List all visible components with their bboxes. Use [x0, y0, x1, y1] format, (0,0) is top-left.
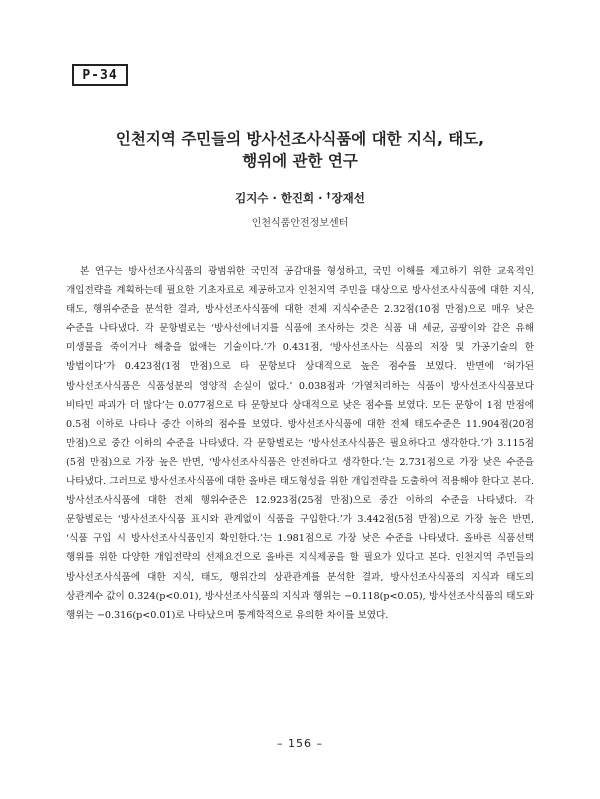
- poster-code: P-34: [82, 67, 118, 83]
- poster-code-box: [72, 64, 128, 86]
- author-name: 한진희: [280, 191, 315, 205]
- author-list: [60, 190, 540, 206]
- abstract-body: 본 연구는 방사선조사식품의 광범위한 국민적 공감대를 형성하고, 국민 이해를 제고하기 위한 교육적인 개입전략을 계획하는데 필요한 기초자료로 제공하고자 인천지역 주민을 대상으로 방사선조사식품에 대한 지식, 태도, 행위수준을 분석한 결과, 방사선조사식품에 대한 전체 지식수준은 2.32점(10점 만점)으로 매우 낮은 수준을 나타냈다. 각 문항별로는 ‘방사선에너지를 식품에 조사하는 것은 식품 내 세균, 곰팡이와 같은 유해 미생물을 죽이거나 해충을 없애는 기술이다.’가 0.431점, ‘방사선조사는 식품의 저장 및 가공기술의 한 방법이다’가 0.423점(1점 만점)으로 타 문항보다 상대적으로 높은 점수를 보였다. 반면에 ‘허가된 방사선조사식품은 식품성분의 영양적 손실이 없다.’ 0.038점과 ‘가열처리하는 식품이 방사선조사식품보다 비타민 파괴가 더 많다’는 0.077점으로 타 문항보다 상대적으로 낮은 점수를 보였다. 모든 문항이 1점 만점에 0.5점 이하로 나타나 중간 이하의 점수를 보였다. 방사선조사식품에 대한 전체 태도수준은 11.904점(20점 만점)으로 중간 이하의 수준을 나타냈다. 각 문항별로는 ‘방사선조사식품은 필요하다고 생각한다.’가 3.115점(5점 만점)으로 가장 높은 반면, ‘방사선조사식품은 안전하다고 생각한다.’는 2.731점으로 가장 낮은 수준을 나타냈다. 그러므로 방사선조사식품에 대한 올바른 태도형성을 위한 개입전략을 도출하여 적용해야 한다고 본다. 방사선조사식품에 대한 전체 행위수준은 12.923점(25점 만점)으로 중간 이하의 수준을 나타냈다. 각 문항별로는 ‘방사선조사식품 표시와 관계없이 식품을 구입한다.’가 3.442점(5점 만점)으로 가장 높은 반면, ‘식품 구입 시 방사선조사식품인지 확인한다.’는 1.981점으로 가장 낮은 수준을 나타냈다. 올바른 식품선택 행위를 위한 다양한 개입전략의 선제요건으로 올바른 지식제공을 할 필요가 있다고 본다. 인천지역 주민들의 방사선조사식품에 대한 지식, 태도, 행위간의 상관관계를 분석한 결과, 방사선조사식품의 지식과 태도의 상관계수 값이 0.324(p<0.01), 방사선조사식품의 지식과 행위는 −0.118(p<0.05), 방사선조사식품의 태도와 행위는 −0.316(p<0.01)로 나타났으며 통계학적으로 유의한 차이를 보였다.: [66, 266, 534, 621]
- paper-title-line-1: 인천지역 주민들의 방사선조사식품에 대한 지식, 태도,: [115, 130, 485, 148]
- author-name: 김지수: [235, 191, 269, 205]
- affiliation: 인천식품안전정보센터: [251, 218, 349, 229]
- paper-title: [60, 128, 540, 172]
- page-number: – 156 –: [277, 737, 323, 750]
- author-separator: ·: [314, 191, 327, 205]
- author-name: 장재선: [331, 191, 365, 205]
- paper-title-line-2: 행위에 관한 연구: [242, 152, 358, 170]
- corresponding-author-mark: †: [326, 191, 331, 200]
- author-separator: ·: [268, 191, 281, 205]
